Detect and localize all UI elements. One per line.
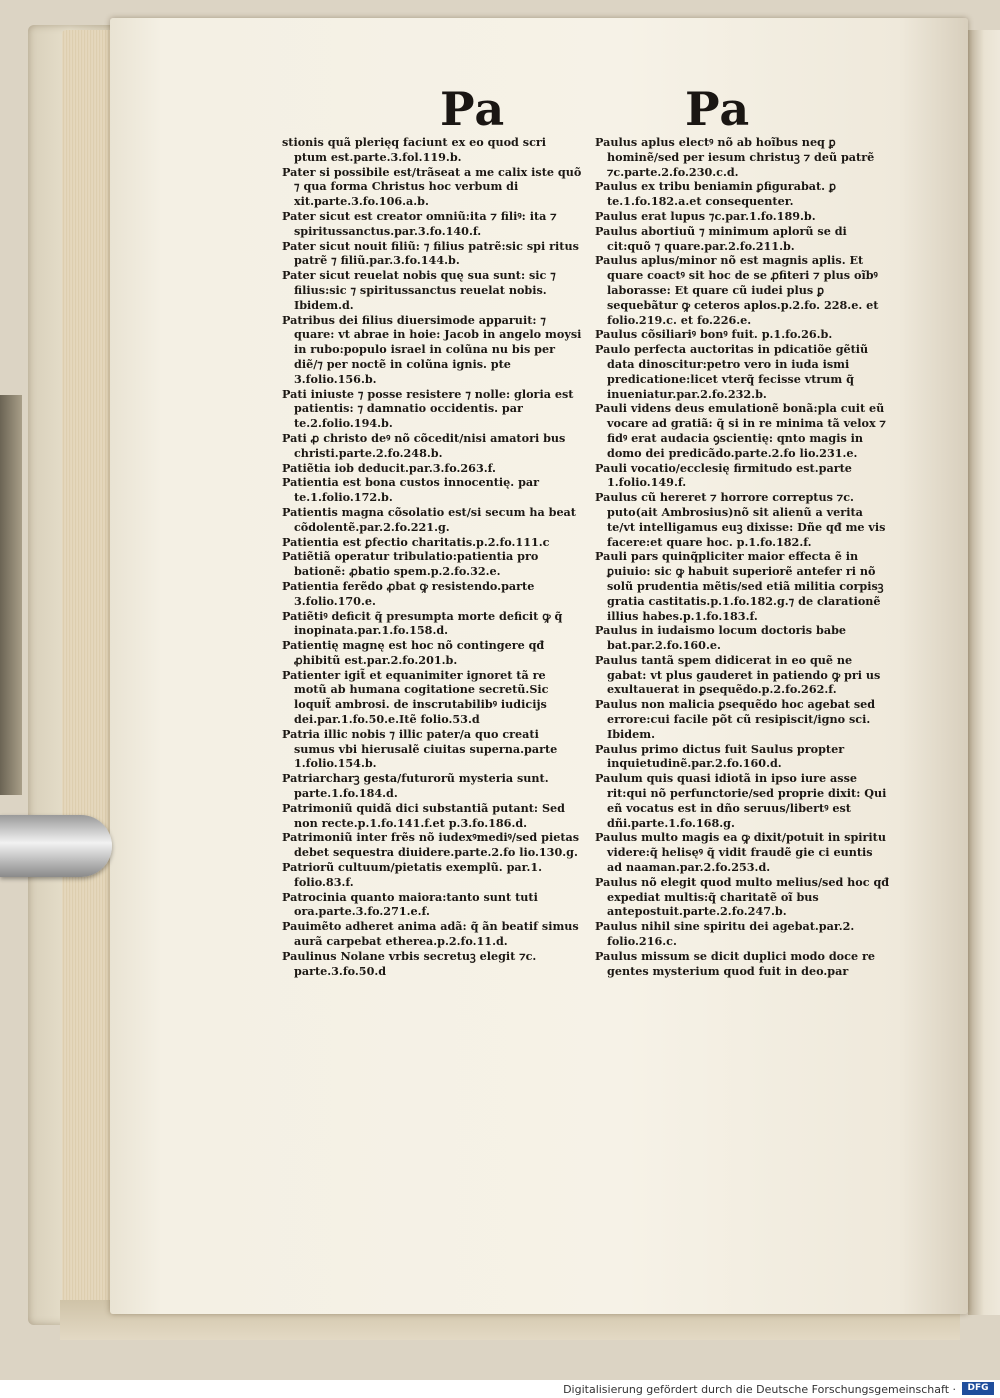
index-entry: Paulus multo magis ea ꝙ dixit/potuit in spiritu videre:q̃ helisęꝰ q̃ vidit fraudẽ gie ci euntis ad naaman.par.2.fo.253.d. [595, 830, 886, 875]
index-entry: Paulus missum se dicit duplici modo doce re gentes mysterium quod fuit in deo.par [595, 948, 875, 978]
index-entry: Pauli videns deus emulationẽ bonã:pla cuit eũ vocare ad gratiã: q̃ si in re minima tã velox ⁊ fidꝰ erat audacia ꝯscientię: qnto magis in domo dei predicãdo.parte.2.fo lio.231.e. [595, 401, 886, 460]
index-entry: Paulus cũ hereret ⁊ horrore correptus ⁊c. puto(ait Ambrosius)nõ sit alienũ a verita te/vt intelligamus euꝫ dixisse: Dñe qđ me vis facere:et quare hoc. p.1.fo.182.f. [595, 490, 886, 549]
index-entry: Pater sicut reuelat nobis quę sua sunt: sic ⁊ filius:sic ⁊ spiritussanctus reuelat nobis. Ibidem.d. [282, 268, 556, 312]
page-clip [0, 815, 112, 877]
index-entry: Paulus aplus/minor nõ est magnis aplis. Et quare coactꝰ sit hoc de se ꝓfiteri ⁊ plus oĩbꝰ laborasse: Et quare cũ iudei plus ꝑ sequebãtur ꝙ ceteros aplos.p.2.fo. 228.e. et folio.219.c. et fo.226.e. [595, 253, 879, 327]
index-entry: Patientia est ꝑfectio charitatis.p.2.fo.111.c [282, 534, 550, 549]
text-column-right [595, 135, 891, 978]
index-entry: Paulus nõ elegit quod multo melius/sed hoc qđ expediat multis:q̃ charitatẽ oĩ bus antepostuit.parte.2.fo.247.b. [595, 874, 890, 919]
index-entry: Pauli pars quinq̃pliciter maior effecta ẽ in ꝑuiuio: sic ꝙ habuit superiorẽ antefer ri nõ solũ prudentia mẽtis/sed etiã militia corpisꝫ gratia castitatis.p.1.fo.182.g.⁊ de clarationẽ illius habes.p.1.fo.183.f. [595, 549, 884, 623]
index-entry: Pati ꝓ christo deꝰ nõ cõcedit/nisi amatori bus christi.parte.2.fo.248.b. [282, 430, 566, 460]
index-entry: Patientia ferẽdo ꝓbat ꝙ resistendo.parte 3.folio.170.e. [282, 578, 535, 608]
index-entry: Paulus in iudaismo locum doctoris babe bat.par.2.fo.160.e. [595, 623, 847, 653]
index-entry: Paulus cõsiliariꝰ bonꝰ fuit. p.1.fo.26.b. [595, 327, 833, 342]
index-entry: Paulo perfecta auctoritas in pdicatiõe gẽtiũ data dinoscitur:petro vero in iuda ismi predicatione:licet vterq̃ fecisse vtrum q̃ inueniatur.par.2.fo.232.b. [595, 342, 869, 401]
index-entry: Patientis magna cõsolatio est/si secum ha beat cõdolentẽ.par.2.fo.221.g. [282, 504, 576, 534]
index-entry: Patiẽtia iob deducit.par.3.fo.263.f. [282, 460, 496, 475]
index-entry: Paulus non malicia ꝑsequẽdo hoc agebat sed errore:cui facile põt cũ resipiscit/igno sci. Ibidem. [595, 697, 876, 741]
funding-notice: Digitalisierung gefördert durch die Deutsche Forschungsgemeinschaft · [563, 1383, 956, 1396]
index-entry: Paulus erat lupus ⁊c.par.1.fo.189.b. [595, 208, 816, 223]
index-entry: Patiẽtiã operatur tribulatio:patientia pro bationẽ: ꝓbatio spem.p.2.fo.32.e. [282, 549, 539, 579]
index-entry: stionis quã plerięq faciunt ex eo quod scri ptum est.parte.3.fol.119.b. [282, 135, 547, 164]
text-column-left [282, 135, 582, 978]
index-entry: Patrimoniũ quidã dici substantiã putant: Sed non recte.p.1.fo.141.f.et p.3.fo.186.d. [282, 800, 565, 830]
index-entry: Paulus aplus electꝰ nõ ab hoĩbus neq ꝑ hominẽ/sed per iesum christuꝫ ⁊ deũ patrẽ ⁊c.parte.2.fo.230.c.d. [595, 135, 875, 179]
index-entry: Paulum quis quasi idiotã in ipso iure asse rit:qui nõ perfunctorie/sed proprie dixit: Qui eñ vocatus est in dño seruus/libertꝰ est dñi.parte.1.fo.168.g. [595, 771, 887, 830]
index-entry: Patriarcharꝫ gesta/futurorũ mysteria sunt. parte.1.fo.184.d. [282, 771, 549, 801]
index-entry: Patientię magnę est hoc nõ contingere qđ ꝓhibitũ est.par.2.fo.201.b. [282, 638, 545, 667]
index-entry: Paulus nihil sine spiritu dei agebat.par.2. folio.216.c. [595, 919, 855, 949]
index-entry: Paulus abortiuũ ⁊ minimum aplorũ se di cit:quõ ⁊ quare.par.2.fo.211.b. [595, 223, 847, 253]
dfg-logo: DFG [962, 1382, 994, 1395]
index-entry: Patiẽtiꝰ deficit q̃ presumpta morte deficit ꝙ q̃ inopinata.par.1.fo.158.d. [282, 608, 563, 638]
running-header-left: Pa [440, 82, 506, 136]
index-entry: Pati iniuste ⁊ posse resistere ⁊ nolle: gloria est patientis: ⁊ damnatio occidentis. par te.2.folio.194.b. [282, 386, 574, 431]
index-entry: Pauli vocatio/ecclesię firmitudo est.parte 1.folio.149.f. [595, 460, 852, 490]
facing-page-edge [968, 30, 1000, 1315]
index-entry: Patientia est bona custos innocentię. par te.1.folio.172.b. [282, 475, 540, 505]
running-header-right: Pa [685, 82, 751, 136]
index-entry: Patribus dei filius diuersimode apparuit: ⁊ quare: vt abrae in hoie: Jacob in angelo moysi in rubo:populo israel in colũna nu bis per diẽ/⁊ per noctẽ in colũna ignis. pte 3.folio.156.b. [282, 312, 582, 386]
index-entry: Paulus tantã spem didicerat in eo quẽ ne gabat: vt plus gauderet in patiendo ꝙ pri us exultauerat in ꝑsequẽdo.p.2.fo.262.f. [595, 652, 881, 697]
book-spine-shadow [0, 395, 22, 795]
index-entry: Pater si possibile est/trãseat a me calix iste quõ ⁊ qua forma Christus hoc verbum di xit.parte.3.fo.106.a.b. [282, 164, 582, 209]
index-entry: Paulinus Nolane vrbis secretuꝫ elegit ⁊c. parte.3.fo.50.d [282, 948, 537, 978]
index-entry: Paulus primo dictus fuit Saulus propter inquietudinẽ.par.2.fo.160.d. [595, 741, 845, 771]
index-entry: Pauimẽto adheret anima adã: q̃ ãn beatif simus aurã carpebat etherea.p.2.fo.11.d. [282, 919, 579, 949]
index-entry: Patria illic nobis ⁊ illic pater/a quo creati sumus vbi hierusalẽ ciuitas superna.parte 1.folio.154.b. [282, 726, 558, 771]
index-entry: Pater sicut est creator omniũ:ita ⁊ filiꝰ: ita ⁊ spiritussanctus.par.3.fo.140.f. [282, 208, 557, 238]
index-entry: Patrocinia quanto maiora:tanto sunt tuti ora.parte.3.fo.271.e.f. [282, 889, 538, 919]
index-entry: Patriorũ cultuum/pietatis exemplũ. par.1. folio.83.f. [282, 860, 543, 889]
index-entry: Paulus ex tribu beniamin ꝑfigurabat. ꝑ te.1.fo.182.a.et consequenter. [595, 179, 837, 209]
index-entry: Pater sicut nouit filiũ: ⁊ filius patrẽ:sic spi ritus patrẽ ⁊ filiũ.par.3.fo.144.b. [282, 238, 579, 268]
index-entry: Patienter igit̃ et equanimiter ignoret tã re motũ ab humana cogitatione secretũ.Sic loquit̃ ambrosi. de inscrutabilibꝰ iudicijs dei.par.1.fo.50.e.Itẽ folio.53.d [282, 667, 549, 727]
index-entry: Patrimoniũ inter frẽs nõ iudexꝰmediꝰ/sed pietas debet sequestra diuidere.parte.2.fo lio.130.g. [282, 830, 580, 860]
